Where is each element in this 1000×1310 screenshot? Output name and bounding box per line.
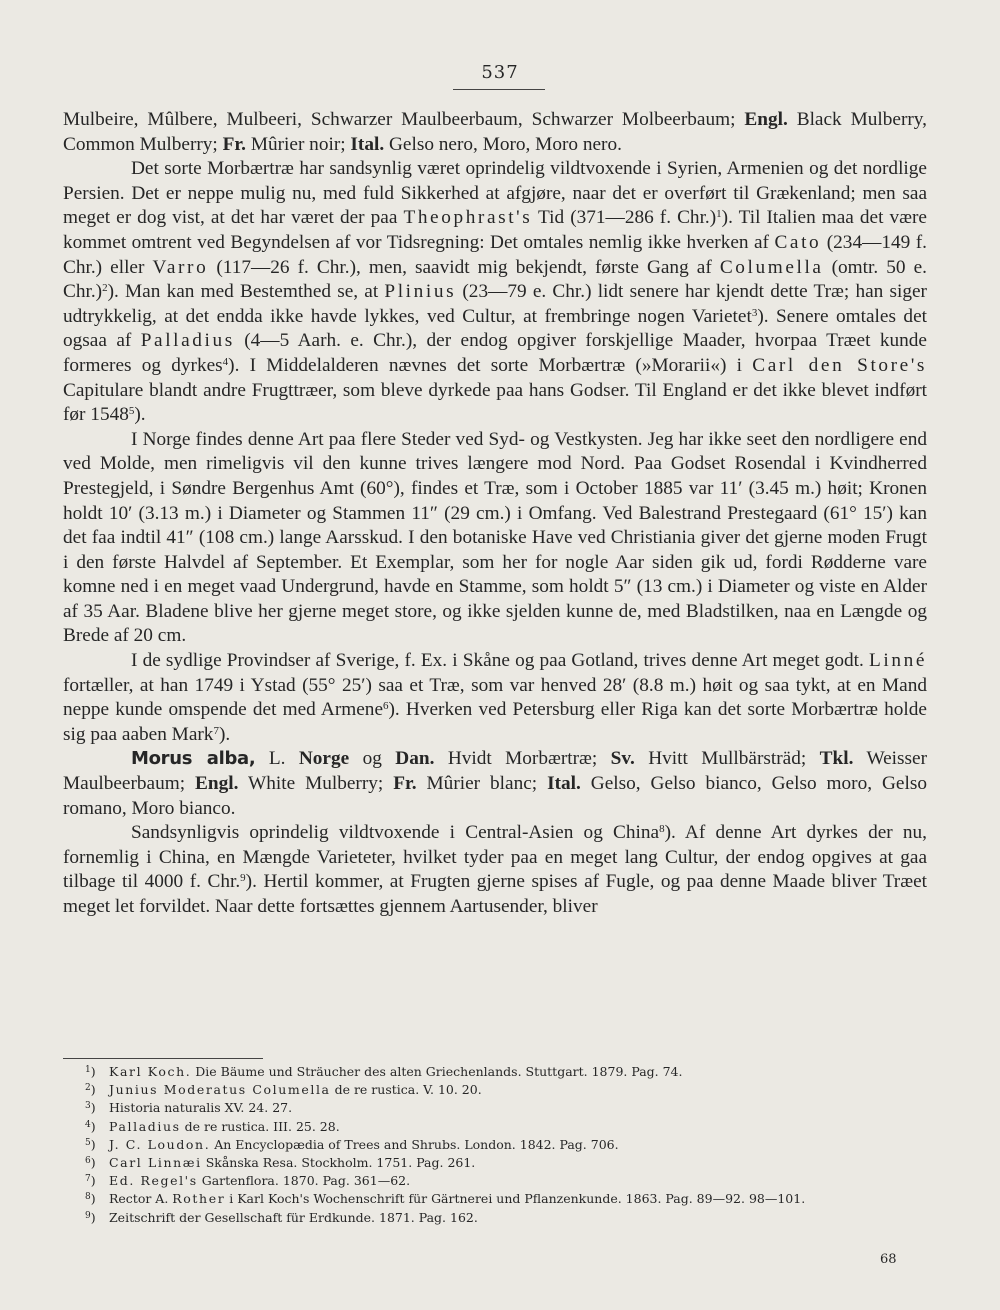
paragraph (63, 821, 927, 919)
footnote-paren: ) (90, 1191, 96, 1207)
footnote-ref: 7 (213, 724, 219, 737)
footnote-mark (63, 1118, 105, 1136)
text-run: Sandsynligvis oprindelig vildtvoxende i Central-Asien og China (131, 822, 660, 844)
footnote-text (105, 1081, 482, 1099)
text-run: I Norge findes denne Art paa flere Steder ved Syd- og Vestkysten. Jeg har ikke seet den nordligere end ved Molde, men rimeligvis vil den kunne trives længere mod Nord. Paa Godset Rosendal i Kvindherred Prestegjeld, i Søndre Bergenhus Amt (60°), findes et Træ, som i October 1885 var 11′ (3.45 m.) høit; Kronen holdt 10′ (3.13 m.) i Diameter og Stammen 11″ (29 cm.) i Omfang. Ved Balestrand Prestegaard (61° 15′) kan det faa indtil 41″ (108 cm.) lange Aarsskud. I den botaniske Have ved Christiania giver det gjerne moden Frugt i den første Halvdel af September. Et Exemplar, som her for nogle Aar siden gik ud, fordi Rødderne vare komne ned i en meget vaad Undergrund, havde en Stamme, som holdt 5″ (13 cm.) i Diameter og viste en Alder af 35 Aar. Bladene blive her gjerne meget store, og ikke sjelden kunne de, med Bladstilken, naa en Længde og Brede af 20 cm. (63, 428, 927, 647)
footnote-ref: 6 (383, 700, 389, 713)
text-run: ). Hverken ved Petersburg eller Riga kan det sorte Morbærtræ holde sig paa aaben Mark (63, 699, 927, 745)
spaced-name: Carl Linnæi (109, 1155, 202, 1171)
footnote (63, 1136, 943, 1154)
footnote-text (105, 1172, 410, 1190)
spaced-name: Palladius (109, 1118, 181, 1134)
footnote-paren: ) (90, 1100, 96, 1116)
footnote (63, 1081, 943, 1099)
spaced-name: Varro (152, 256, 209, 278)
text-run: ). (134, 404, 146, 426)
footnotes (63, 1063, 943, 1227)
paragraph (63, 157, 927, 428)
footnote-mark (63, 1172, 105, 1190)
paragraph (63, 649, 927, 747)
language-label: Tkl. (819, 748, 854, 770)
text-run: Die Bäume und Sträucher des alten Griechenlands. Stuttgart. 1879. Pag. 74. (191, 1064, 683, 1079)
footnote (63, 1099, 943, 1117)
text-run: Historia naturalis XV. 24. 27. (109, 1100, 293, 1116)
footnote-text (105, 1190, 805, 1208)
footnote-rule (63, 1058, 263, 1059)
language-label: Sv. (610, 748, 635, 770)
footnote (63, 1118, 943, 1136)
footnote-text (105, 1099, 292, 1117)
footnote-mark (63, 1190, 105, 1208)
paragraph (63, 428, 927, 649)
text-run: I de sydlige Provindser af Sverige, f. Ex. i Skåne og paa Gotland, trives denne Art meget godt. (131, 650, 870, 672)
language-label: Dan. (395, 748, 435, 770)
text-run: Mulbeire, Mûlbere, Mulbeeri, Schwarzer Maulbeerbaum, Schwarzer Molbeerbaum; (63, 109, 745, 130)
footnote-number: 9 (85, 1210, 91, 1221)
spaced-name: Ed. Regel's (109, 1173, 198, 1189)
text-run: Zeitschrift der Gesellschaft für Erdkunde. 1871. Pag. 162. (109, 1209, 478, 1225)
footnote-paren: ) (90, 1155, 96, 1171)
spaced-name: J. C. Loudon. (109, 1136, 211, 1152)
language-label: Ital. (547, 773, 581, 795)
footnote (63, 1190, 943, 1208)
footnote (63, 1063, 943, 1081)
text-run: Hvitt Mullbärsträd; (634, 748, 820, 770)
footnote-ref: 5 (128, 405, 135, 418)
footnote-ref: 9 (240, 872, 246, 885)
spaced-name: Rother (172, 1191, 226, 1207)
footnote-paren: ) (90, 1064, 96, 1079)
species-heading: Morus alba, (131, 748, 256, 770)
footnote-text (105, 1063, 682, 1081)
footnote-number: 4 (85, 1119, 91, 1130)
text-run: i Karl Koch's Wochenschrift für Gärtnerei und Pflanzenkunde. 1863. Pag. 89—92. 98—101. (225, 1191, 806, 1207)
footnote-paren: ) (90, 1082, 96, 1098)
footnote-ref: 3 (751, 306, 758, 319)
footnote-mark (63, 1209, 105, 1227)
text-run: Weisser Maulbeerbaum; (63, 748, 928, 795)
text-run: ). Senere omtales det ogsaa af (63, 305, 927, 352)
text-run: fortæller, at han 1749 i Ystad (55° 25′) saa et Træ, som var henved 28′ (8.8 m.) høit og saa tykt, at en Mand neppe kunde omspende det med Armene (63, 674, 927, 721)
footnote-number: 8 (85, 1192, 91, 1203)
text-run: og (349, 748, 396, 770)
footnote-paren: ) (90, 1118, 96, 1134)
footnote-text (105, 1154, 475, 1172)
footnote-number: 1 (85, 1065, 91, 1075)
footnote-mark (63, 1063, 105, 1081)
spaced-name: Plinius (384, 281, 457, 303)
spaced-name: Columella (719, 256, 824, 278)
text-run: ). Man kan med Bestemthed se, at (107, 281, 385, 303)
spaced-name: Karl Koch. (109, 1064, 192, 1079)
paragraph (63, 747, 927, 821)
text-run: de re rustica. III. 25. 28. (180, 1118, 340, 1134)
language-label: Engl. (744, 109, 788, 130)
text-run: Capitulare blandt andre Frugttræer, som bleve dyrkede paa hans Godser. Til England er det ikke blevet indført før 1548 (63, 379, 927, 426)
text-run: (117—26 f. Chr.), men, saavidt mig bekjendt, første Gang af (208, 256, 720, 278)
spaced-name: Carl den Store's (752, 354, 928, 376)
text-run: Black Mulberry, Common Mulberry; (63, 109, 927, 155)
footnote-mark (63, 1154, 105, 1172)
footnote (63, 1209, 943, 1227)
text-run: ). I Middelalderen nævnes det sorte Morbærtræ (»Morarii«) i (228, 354, 753, 376)
spaced-name: Cato (774, 231, 822, 253)
footnote-ref: 8 (659, 823, 665, 836)
footnote-text (105, 1209, 478, 1227)
footnote-paren: ) (90, 1136, 96, 1152)
language-label: Ital. (350, 133, 385, 155)
spaced-name: Linné (869, 650, 927, 672)
footnote (63, 1154, 943, 1172)
footnote-ref: 1 (716, 208, 722, 221)
printer-signature: 68 (880, 1252, 897, 1267)
footnote-text (105, 1118, 340, 1136)
spaced-name: Theophrast's (403, 207, 533, 229)
footnote-ref: 4 (222, 355, 229, 368)
page-number: 537 (481, 62, 519, 83)
footnote-number: 5 (85, 1137, 91, 1148)
footnote-number: 3 (85, 1101, 91, 1112)
page-number-rule (453, 89, 545, 90)
text-run: Gelso, Gelso bianco, Gelso moro, Gelso romano, Moro bianco. (63, 773, 927, 819)
text-run: ). Til Italien maa det være kommet omtrent ved Begyndelsen af vor Tidsregning: Det omtales nemlig ikke hverken af (63, 207, 927, 253)
language-label: Fr. (393, 773, 417, 795)
text-run: Tid (371—286 f. Chr.) (532, 207, 717, 229)
text-run: de re rustica. V. 10. 20. (330, 1082, 482, 1098)
text-run: (omtr. 50 e. Chr.) (63, 256, 927, 303)
footnote-number: 6 (85, 1156, 91, 1167)
footnote-text (105, 1136, 619, 1154)
footnote-number: 7 (85, 1174, 91, 1185)
text-run: Hvidt Morbærtræ; (434, 748, 611, 770)
text-run: Gelso nero, Moro, Moro nero. (384, 133, 622, 155)
footnote-paren: ) (90, 1173, 96, 1189)
text-run: Rector A. (109, 1191, 173, 1207)
text-run: Mûrier noir; (246, 133, 351, 155)
footnote (63, 1172, 943, 1190)
footnote-number: 2 (85, 1083, 91, 1094)
text-run: (4—5 Aarh. e. Chr.), der endog opgiver forskjellige Maader, hvorpaa Træet kunde formeres og dyrkes (63, 330, 927, 376)
text-run: Skånska Resa. Stockholm. 1751. Pag. 261. (201, 1155, 476, 1171)
text-run: Det sorte Morbærtræ har sandsynlig været oprindelig vildtvoxende i Syrien, Armenien og det nordlige Persien. Det er neppe mulig nu, med fuld Sikkerhed at afgjøre, naar det er overført til Grækenland; men saa meget er dog vist, at det har været der paa (63, 158, 927, 229)
language-label: Fr. (222, 133, 246, 155)
text-run: Gartenflora. 1870. Pag. 361—62. (197, 1173, 411, 1189)
text-run: ). (218, 723, 231, 745)
text-run: ). Af denne Art dyrkes der nu, fornemlig i China, en Mængde Varieteter, hvilket tyder paa en meget lang Cultur, der endog opgives at gaa tilbage til 4000 f. Chr. (63, 822, 927, 893)
text-run: ). Hertil kommer, at Frugten gjerne spises af Fugle, og paa denne Maade bliver Træet meget let forvildet. Naar dette fortsættes gjennem Aartusender, bliver (63, 871, 927, 917)
footnote-mark (63, 1099, 105, 1117)
spaced-name: Palladius (140, 330, 235, 352)
text-run: Mûrier blanc; (416, 773, 548, 795)
language-label: Engl. (195, 773, 239, 795)
footnote-ref: 2 (102, 282, 108, 295)
body-text (63, 108, 927, 920)
footnote-paren: ) (90, 1209, 96, 1225)
paragraph (63, 108, 927, 157)
spaced-name: Junius Moderatus Columella (109, 1082, 331, 1098)
text-run: An Encyclopædia of Trees and Shrubs. London. 1842. Pag. 706. (210, 1136, 619, 1152)
text-run: (23—79 e. Chr.) lidt senere har kjendt dette Træ; han siger udtrykkelig, at det endda ikke havde lykkes, ved Cultur, at frembringe nogen Varietet (63, 281, 927, 327)
language-label: Norge (298, 748, 350, 770)
text-run: (234—149 f. Chr.) eller (63, 231, 927, 278)
footnote-mark (63, 1081, 105, 1099)
text-run: White Mulberry; (238, 773, 394, 795)
text-run: L. (255, 748, 299, 770)
footnote-mark (63, 1136, 105, 1154)
